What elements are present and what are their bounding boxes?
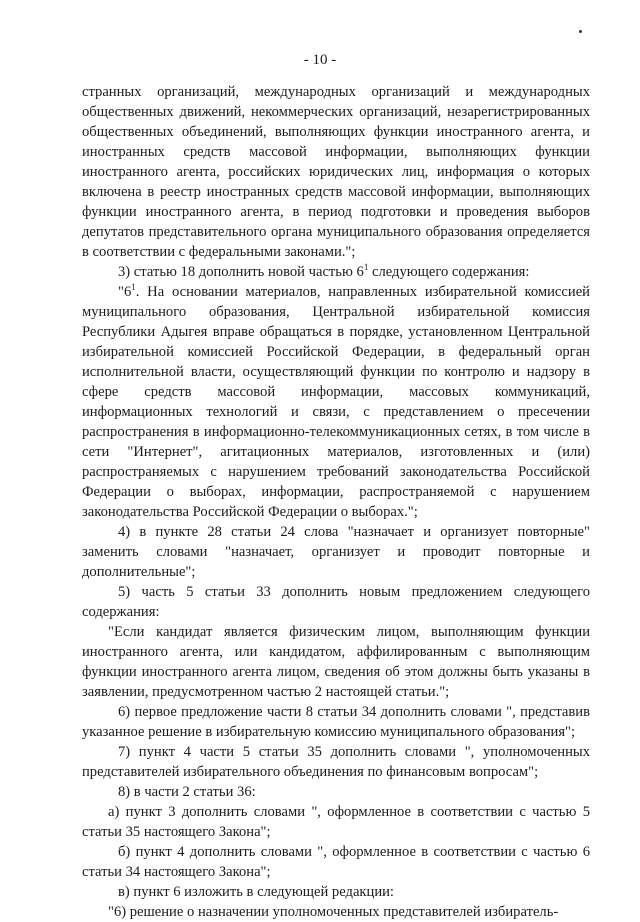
document-body [82,82,590,922]
paragraph-quote-candidate: "Если кандидат является физическим лицом, выполняющим функции иностранного агента, или кандидатом, аффилированным с выполняющим функции иностранного агента лицом, сведения об этом должны быть указаны в заявлении, предусмотренном частью 2 настоящей статьи."; [82,624,590,700]
paragraph-item-4: 4) в пункте 28 статьи 24 слова "назначает и организует повторные" заменить словами "назначает, организует и проводит повторные и дополнительные"; [82,524,590,580]
paragraph-item-8v: в) пункт 6 изложить в следующей редакции: [118,884,394,900]
paragraph-item-6: 6) первое предложение части 8 статьи 34 дополнить словами ", представив указанное решение в избирательную комиссию муниципального образования"; [82,704,590,740]
scan-speck [579,30,582,33]
superscript: 1 [131,282,136,293]
paragraph-item-8b: б) пункт 4 дополнить словами ", оформленное в соответствии с частью 6 статьи 34 настоящего Закона"; [82,844,590,880]
part-6-1-open: "6 [118,284,132,300]
paragraph-item-8: 8) в части 2 статьи 36: [118,784,256,800]
item-3-text-start: 3) статью 18 дополнить новой частью 6 [118,264,364,280]
paragraph-item-5: 5) часть 5 статьи 33 дополнить новым предложением следующего содержания: [82,584,590,620]
item-3-text-end: следующего содержания: [368,264,530,280]
paragraph-part-6-1 [82,282,590,522]
page-number: - 10 - [303,52,337,68]
paragraph-item-8v-quote: "6) решение о назначении уполномоченных представителей избиратель- [108,904,559,920]
paragraph-continued: странных организаций, международных организаций и международных общественных движений, некоммерческих организаций, незарегистрированных общественных объединений, выполняющих функции иностранного агента, и иностранных средств массовой информации, выполняющих функции иностранного агента, российских юридических лиц, информация о которых включена в реестр иностранных средств массовой информации, выполняющих функции иностранного агента, в период подготовки и проведения выборов депутатов представительного органа муниципального образования определяется в соответствии с федеральными законами."; [82,84,590,260]
superscript: 1 [363,262,369,273]
part-6-1-text: . На основании материалов, направленных избирательной комиссией муниципального образования, Центральной избирательной комиссия Республики Адыгея вправе обращаться в порядке, установленном Центральной избирательной комиссией Российской Федерации, в федеральный орган исполнительной власти, осуществляющий функции по контролю и надзору в сфере средств массовой информации, массовых коммуникаций, информационных технологий и связи, с представлением о пресечении распространения в информационно-телекоммуникационных сетях, в том числе в сети "Интернет", агитационных материалов, изготовленных и (или) распространяемых с нарушением требований законодательства Российской Федерации о выборах, информации, распространяемой с нарушением законодательства Российской Федерации о выборах."; [82,284,590,520]
paragraph-item-7: 7) пункт 4 части 5 статьи 35 дополнить словами ", уполномоченных представителей избирательного объединения по финансовым вопросам"; [82,744,590,780]
paragraph-item-8a: а) пункт 3 дополнить словами ", оформленное в соответствии с частью 5 статьи 35 настоящего Закона"; [82,804,590,840]
paragraph-item-3 [82,262,590,282]
